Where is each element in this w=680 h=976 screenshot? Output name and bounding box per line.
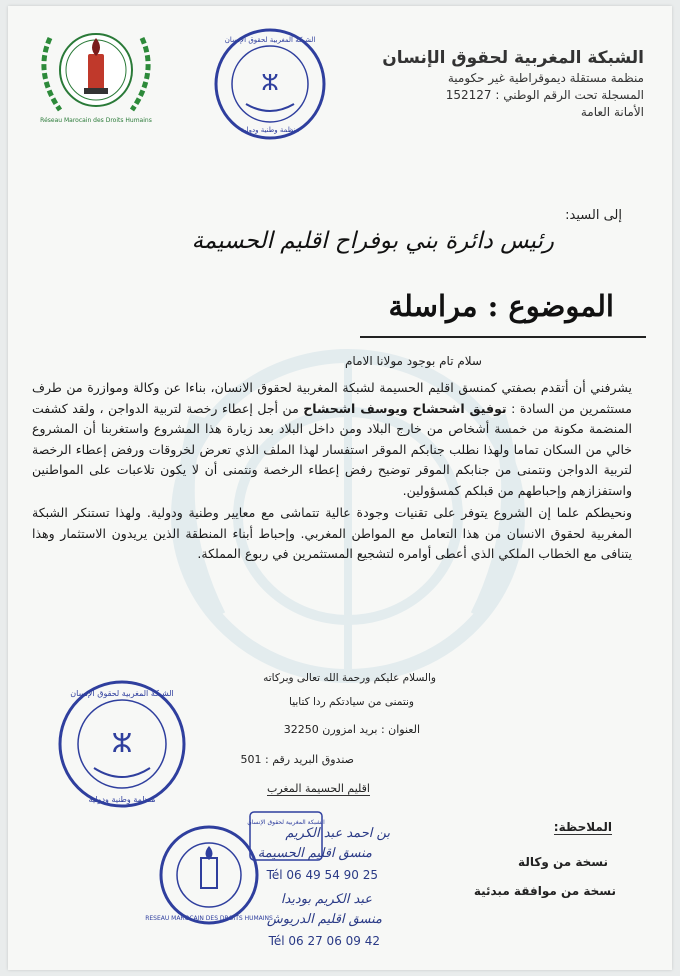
side-stamp-ring-bottom: منظمة وطنية ودولية [88, 795, 156, 804]
signatory-1-phone: Tél 06 49 54 90 25 [266, 868, 378, 882]
paragraph-1-end: من أجل إعطاء رخصة لتربية الدواجن ، ولقد كشفت المنضمة مكونة من خمسة أشخاص من خارج البلاد ومن داخل البلاد بعد زيارة هذا المشروع واستغربنا أن المشروع خالي من السكان تماما ولهذا نطلب جنابكم الموقر استفسار لهذا الملف الذي تعرض لخروقات ورفض إعطاء الرخصة لتربية الدواجن ونتمنى من جنابكم الموقر توضيح رفض إعطاء الرخصة ونتمنى أن لا يكون تلاعبات على المواطنين واستفزازهم وإحباطهم من قبلكم كمسؤولين. [32, 400, 632, 498]
recipient: رئيس دائرة بني بوفراح اقليم الحسيمة [191, 228, 554, 254]
po-box: صندوق البريد رقم : 501 [240, 753, 354, 766]
signature-stamp-text: الشبكة المغربية لحقوق الإنسان [247, 819, 325, 826]
official-stamp-top [212, 26, 328, 142]
letter-page [8, 6, 672, 970]
paragraph-2: ونحيطكم علما إن الشروع يتوفر على تقنيات وجودة عالية تتماشى مع معايير وطنية ودولية. ولهذا تستنكر الشبكة المغربية لحقوق الانسان من هذا التعامل مع المواطن المغربي. وإحباط أبناء المنطقة الذين يريدون الاستثمار وهذا يتنافى مع الخطاب الملكي الذي أعطى أوامره لتشجيع المستثمرين في ربوع المملكة. [32, 505, 632, 561]
note-copy-2: نسخة من موافقة مبدئية [473, 884, 616, 898]
closing-request: ونتمنى من سيادتكم ردا كتابيا [289, 696, 414, 708]
closing-salutation: والسلام عليكم ورحمة الله تعالى وبركاته [263, 672, 436, 684]
signatory-2-phone: Tél 06 27 06 09 42 [268, 934, 380, 948]
note-copy-1: نسخة من وكالة [518, 855, 608, 869]
signatory-1-name: بن احمد عبد الكريم [285, 826, 390, 841]
paragraph-1 [32, 378, 632, 501]
stamp-ring-text: الشبكة المغربية لحقوق الإنسان [224, 36, 316, 44]
organization-logo [30, 18, 162, 128]
greeting: سلام تام بوجود مولانا الامام [345, 354, 482, 368]
org-registration: المسجلة تحت الرقم الوطني : 152127 [445, 88, 644, 102]
to-label: إلى السيد: [565, 208, 622, 223]
org-description: منظمة مستقلة ديموقراطية غير حكومية [447, 71, 644, 85]
subject-line: الموضوع : مراسلة [388, 289, 614, 323]
notes-title: الملاحظة: [553, 820, 612, 834]
letter-body [32, 378, 632, 565]
signatory-2-name: عبد الكريم بوديدا [280, 892, 372, 907]
signatory-1-title: منسق اقليم الحسيمة [257, 846, 372, 861]
org-name: الشبكة المغربية لحقوق الإنسان [382, 48, 644, 68]
letterhead [324, 48, 644, 119]
signatory-2-title: منسق اقليم الدريوش [266, 912, 382, 927]
subject-underline [360, 336, 646, 338]
investor-names: توفيق اشحشاح ويوسف اشحشاح [303, 400, 507, 416]
org-office: الأمانة العامة [580, 105, 644, 119]
stamp-ring-bottom: منظمة وطنية ودولية [240, 126, 300, 134]
bottom-stamp-ring-text: RESEAU MAROCAIN DES DROITS HUMAINS [145, 915, 273, 922]
svg-text:ⵣ: ⵣ [261, 71, 279, 96]
official-stamp-bottom [145, 824, 273, 926]
logo-caption: Réseau Marocain des Droits Humains [40, 117, 152, 124]
region: اقليم الحسيمة المغرب [267, 782, 370, 795]
svg-text:ⵣ: ⵣ [111, 729, 133, 759]
side-stamp-ring-text: الشبكة المغربية لحقوق الإنسان [70, 689, 174, 698]
postal-address: العنوان : بريد امزورن 32250 [283, 723, 420, 736]
paragraph-1-start: يشرفني أن أتقدم بصفتي كمنسق اقليم الحسيمة لشبكة المغربية لحقوق الانسان، بناءا عن وكالة وموازرة من طرف مستثمرين من السادة : [32, 380, 632, 416]
official-stamp-side [56, 678, 188, 810]
